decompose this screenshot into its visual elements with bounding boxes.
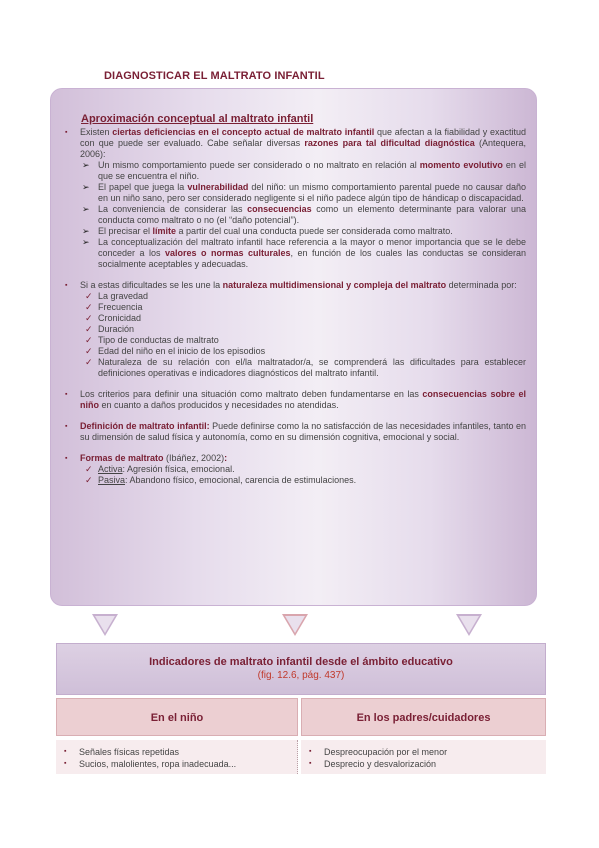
indicators-title: Indicadores de maltrato infantil desde el ámbito educativo [149,656,453,668]
text: Edad del niño en el inicio de los episodios [98,346,266,356]
text: , en función de los cuales las conductas se consideran socialmente aceptables y adecuadas. [98,248,526,269]
list-item: ▪ Sucios, malolientes, ropa inadecuada... [56,758,297,770]
list-item: ▪ Señales físicas repetidas [56,746,297,758]
checkmark-icon: ✓ [85,335,93,345]
text: como un elemento determinante para valorar una conducta como maltrato o no (el “daño potencial”). [98,204,526,225]
text: determinada por: [446,280,517,290]
text-bold: Definición de maltrato infantil: [80,421,210,431]
column-body-nino [56,740,298,774]
text-bold: : [224,453,228,463]
bullet-definicion [61,421,526,443]
text: La conceptualización del maltrato infantil hace referencia a la mayor o menor importancia que se le debe conceder a los [98,237,526,258]
list-item: ▪ Despreocupación por el menor [301,746,546,758]
text-bold: momento evolutivo [419,160,503,170]
text: a partir del cual una conducta puede ser considerada como maltrato. [176,226,453,236]
text: Los criterios para definir una situación como maltrato deben fundamentarse en las [80,389,423,399]
text-bold: Formas de maltrato [80,453,164,463]
checkmark-icon: ✓ [85,302,93,312]
check-item [61,357,526,379]
check-item-activa [61,464,526,475]
check-item [61,302,526,313]
check-item [61,346,526,357]
text-bold: valores o normas culturales [165,248,291,258]
arrow-icon: ➢ [82,204,90,214]
box-content [61,127,526,486]
check-item [61,313,526,324]
bullet-naturaleza [61,280,526,291]
text: Duración [98,324,135,334]
page-title: DIAGNOSTICAR EL MALTRATO INFANTIL [104,70,325,82]
text: : Abandono físico, emocional, carencia de estimulaciones. [125,475,357,485]
text: Cronicidad [98,313,142,323]
sub-consecuencias [61,204,526,226]
bullet-deficiencias [61,127,526,160]
text: que afectan a la fiabilidad y exactitud con que puede ser evaluado. Cabe señalar diversas [80,127,527,148]
text-bold: consecuencias sobre el niño [80,389,526,410]
sub-limite [61,226,526,237]
text: La gravedad [98,291,149,301]
column-header-nino: En el niño [56,698,298,736]
text-underline: Pasiva [98,475,126,485]
text: del niño: un mismo comportamiento parental puede no causar daño en un niño sano, pero ser considerado negligente si el niño padece algún tipo de hándicap o discapacidad. [98,182,526,203]
down-arrow-icon [456,614,482,636]
bullet-formas [61,453,526,464]
text: La conveniencia de considerar las [98,204,248,214]
checkmark-icon: ✓ [85,464,93,474]
text-underline: Activa [98,464,123,474]
check-item [61,324,526,335]
text-bold: ciertas deficiencias en el concepto actual de maltrato infantil [112,127,375,137]
text-bold: razones para tal dificultad diagnóstica [304,138,475,148]
text-bold: naturaleza multidimensional y compleja del maltrato [222,280,447,290]
bullet-criterios [61,389,526,411]
text: (Ibáñez, 2002) [163,453,225,463]
checkmark-icon: ✓ [85,324,93,334]
checkmark-icon: ✓ [85,313,93,323]
text: Existen [80,127,113,137]
column-header-padres: En los padres/cuidadores [301,698,546,736]
sub-momento [61,160,526,182]
text: en cuanto a daños producidos y necesidades no atendidas. [99,400,339,410]
sub-vulnerabilidad [61,182,526,204]
checkmark-icon: ✓ [85,475,93,485]
sub-valores [61,237,526,270]
text: Naturaleza de su relación con el/la maltratador/a, se comprenderá las dificultades para establecer definiciones operativas e indicadores diagnósticos del maltrato infantil. [98,357,526,378]
down-arrow-icon [282,614,308,636]
text-bold: consecuencias [247,204,312,214]
concept-box [50,88,537,606]
text-bold: vulnerabilidad [187,182,249,192]
text: Frecuencia [98,302,143,312]
text: Un mismo comportamiento puede ser considerado o no maltrato en relación al [98,160,420,170]
indicators-reference: (fig. 12.6, pág. 437) [257,670,345,681]
check-item [61,291,526,302]
text: en el que se encuentra el niño. [98,160,526,181]
text: : Agresión física, emocional. [122,464,235,474]
list-item: ▪ Desprecio y desvalorización [301,758,546,770]
text-bold: límite [152,226,177,236]
text: (Antequera, 2006): [80,138,527,159]
arrow-icon: ➢ [82,237,90,247]
check-item [61,335,526,346]
text: El precisar el [98,226,153,236]
column-body-padres [301,740,546,774]
checkmark-icon: ✓ [85,346,93,356]
check-item-pasiva [61,475,526,486]
text: El papel que juega la [98,182,188,192]
arrow-icon: ➢ [82,160,90,170]
text: Puede definirse como la no satisfacción de las necesidades infantiles, tanto en su dimensión de salud física y autonomía, como en su dimensión cognitiva, emocional y social. [80,421,526,442]
box-title: Aproximación conceptual al maltrato infantil [81,113,314,125]
arrow-icon: ➢ [82,226,90,236]
checkmark-icon: ✓ [85,357,93,367]
checkmark-icon: ✓ [85,291,93,301]
arrow-icon: ➢ [82,182,90,192]
text: Si a estas dificultades se les une la [80,280,223,290]
text: Tipo de conductas de maltrato [98,335,219,345]
down-arrow-icon [92,614,118,636]
indicators-header [56,643,546,695]
